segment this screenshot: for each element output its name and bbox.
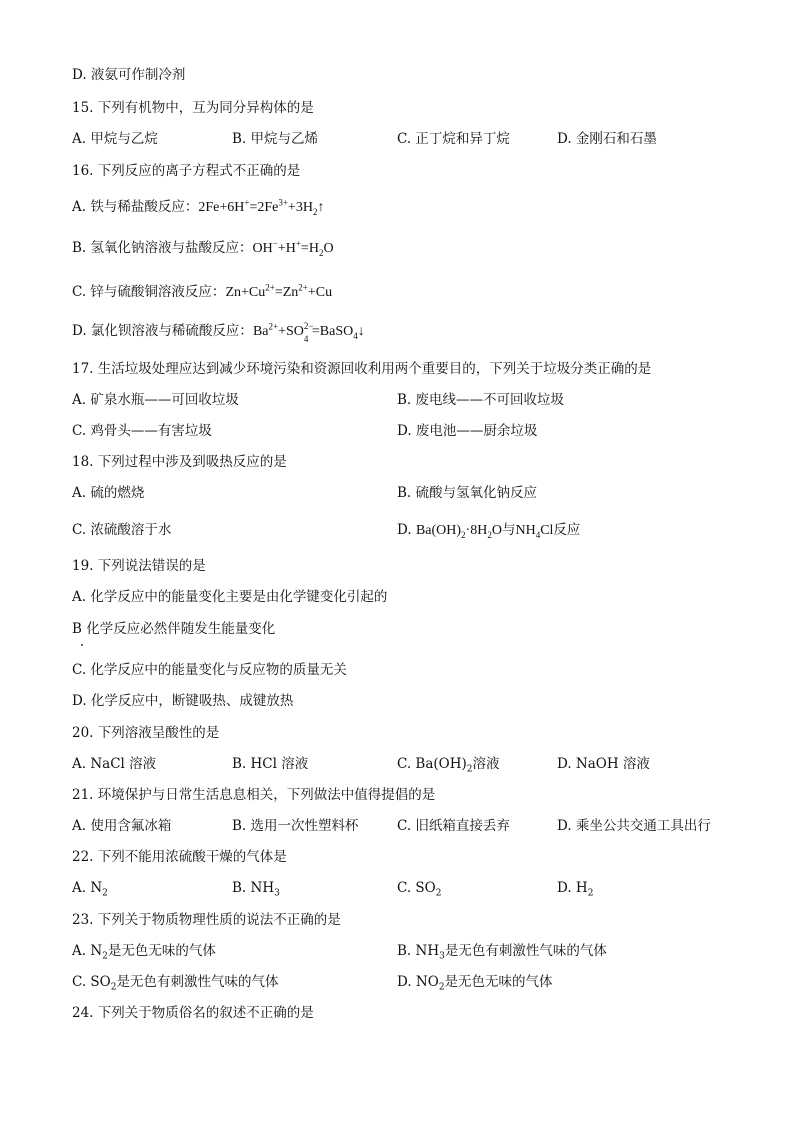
q23-option-d: D. $NO_2$是无色无味的气体	[397, 974, 553, 993]
q21-stem: 21. 环境保护与日常生活息息相关，下列做法中值得提倡的是	[72, 787, 436, 803]
q17-option-a: A. 矿泉水瓶——可回收垃圾	[72, 392, 239, 408]
q21-option-a: A. 使用含氟冰箱	[72, 818, 172, 834]
q17-option-d: D. 废电池——厨余垃圾	[397, 423, 538, 439]
q22-option-d: D. $H_2$	[557, 880, 594, 899]
q16-option-a: A. 铁与稀盐酸反应：$2Fe+6H^+=2Fe^{3+}+3H_2↑$	[72, 197, 325, 217]
q24-stem: 24. 下列关于物质俗名的叙述不正确的是	[72, 1005, 314, 1021]
q16-a-equation: $2Fe+6H^+=2Fe^{3+}+3H_2↑$	[198, 197, 325, 217]
q16-c-equation: $Zn+Cu^{2+}=Zn^{2+}+Cu$	[225, 282, 333, 300]
q21-option-b: B. 选用一次性塑料杯	[232, 818, 359, 834]
q16-d-equation: $Ba^{2+}+SO$ 2− 4 =BaSO$_4$↓	[252, 321, 365, 344]
q22-option-b: B. $NH_3$	[232, 880, 280, 899]
q19-option-d: D. 化学反应中，断键吸热、成键放热	[72, 693, 294, 709]
q20-option-a: A. NaCl 溶液	[72, 756, 157, 772]
q23-option-c: C. $SO_2$是无色有刺激性气味的气体	[72, 974, 279, 993]
q16-option-b: B. 氢氧化钠溶液与盐酸反应：$OH^-+H^+=H_2O$	[72, 238, 334, 258]
q17-option-c: C. 鸡骨头——有害垃圾	[72, 423, 212, 439]
q15-stem: 15. 下列有机物中，互为同分异构体的是	[72, 100, 314, 116]
q15-option-c: C. 正丁烷和异丁烷	[397, 131, 510, 147]
q18-option-b: B. 硫酸与氢氧化钠反应	[397, 485, 538, 501]
q19-option-c: C. 化学反应中的能量变化与反应物的质量无关	[72, 662, 347, 678]
q16-stem: 16. 下列反应的离子方程式不正确的是	[72, 163, 301, 179]
q22-option-c: C. $SO_2$	[397, 880, 442, 899]
q16-option-c: C. 锌与硫酸铜溶液反应：$Zn+Cu^{2+}=Zn^{2+}+Cu$	[72, 282, 333, 300]
q21-option-c: C. 旧纸箱直接丢弃	[397, 818, 510, 834]
q18-option-d: D. $Ba(OH)_2\cdot 8H_2O$与$NH_4Cl$反应	[397, 522, 581, 540]
q23-option-a: A. $N_2$是无色无味的气体	[72, 943, 216, 962]
q18-option-a: A. 硫的燃烧	[72, 485, 145, 501]
q16-option-d: D. 氯化钡溶液与稀硫酸反应：$Ba^{2+}+SO$ 2− 4 =BaSO$_4$↓	[72, 321, 365, 344]
q15-option-a: A. 甲烷与乙烷	[72, 131, 158, 147]
q15-option-b: B. 甲烷与乙烯	[232, 131, 319, 147]
q18-d-formula: $Ba(OH)_2\cdot 8H_2O$	[415, 523, 502, 540]
q20-option-d: D. NaOH 溶液	[557, 756, 650, 772]
q21-option-d: D. 乘坐公共交通工具出行	[557, 818, 711, 834]
q22-stem: 22. 下列不能用浓硫酸干燥的气体是	[72, 849, 287, 865]
q17-stem: 17. 生活垃圾处理应达到减少环境污染和资源回收利用两个重要目的，下列关于垃圾分类正确的是	[72, 361, 652, 377]
q19-option-a: A. 化学反应中的能量变化主要是由化学键变化引起的	[72, 589, 388, 605]
q23-option-b: B. $NH_3$是无色有刺激性气味的气体	[397, 943, 607, 962]
q20-option-c: C. $Ba(OH)_2$溶液	[397, 756, 500, 775]
q22-option-a: A. $N_2$	[72, 880, 108, 899]
q20-option-b: B. HCl 溶液	[232, 756, 309, 772]
q18-stem: 18. 下列过程中涉及到吸热反应的是	[72, 454, 287, 470]
q19-stem: 19. 下列说法错误的是	[72, 558, 206, 574]
q15-option-d: D. 金刚石和石墨	[557, 131, 657, 147]
q18-option-c: C. 浓硫酸溶于水	[72, 522, 172, 538]
q20-stem: 20. 下列溶液呈酸性的是	[72, 725, 220, 741]
q16-b-equation: $OH^-+H^+=H_2O$	[252, 238, 334, 258]
q14-option-d: D. 液氨可作制冷剂	[72, 67, 186, 83]
q19-option-b: B 化学反应必然伴随发生能量变化	[72, 621, 276, 637]
q17-option-b: B. 废电线——不可回收垃圾	[397, 392, 565, 408]
stray-dot	[81, 644, 83, 646]
q23-stem: 23. 下列关于物质物理性质的说法不正确的是	[72, 912, 341, 928]
